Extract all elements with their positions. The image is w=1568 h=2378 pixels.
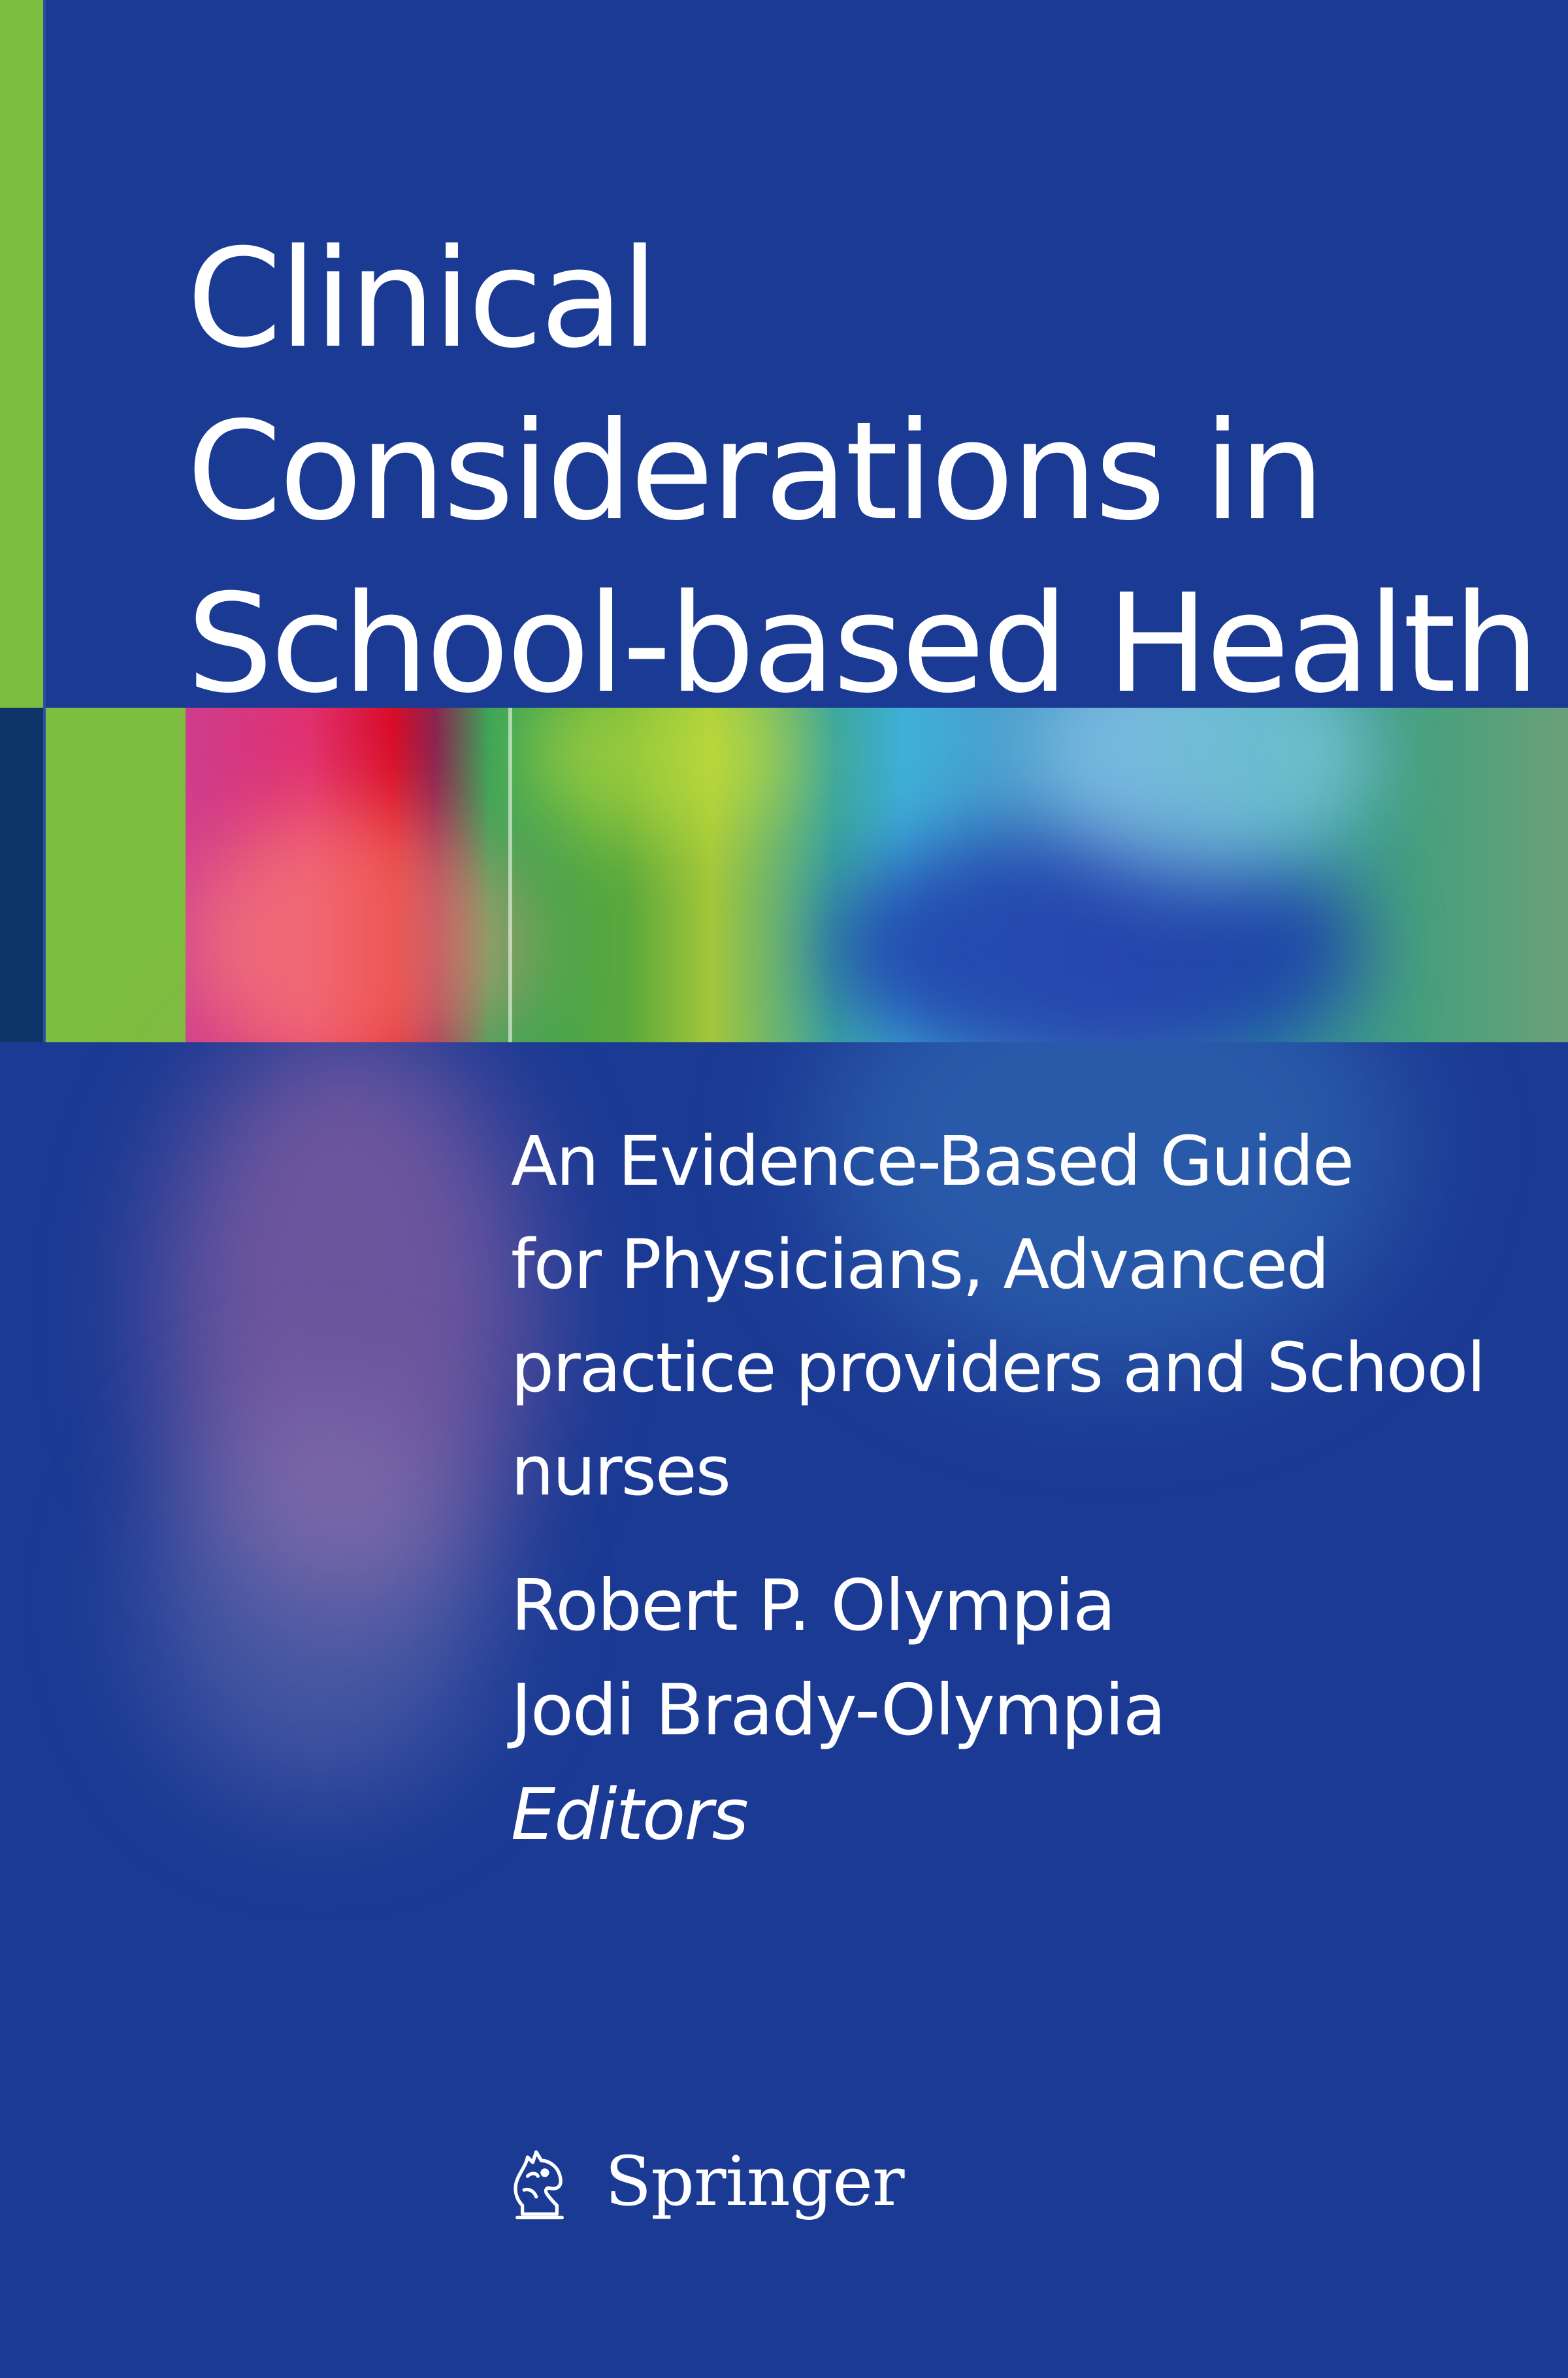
title-line: Considerations in (187, 393, 1322, 551)
subtitle-line: practice providers and School (511, 1328, 1485, 1408)
book-title (187, 213, 1537, 731)
springer-knight-icon (497, 2138, 583, 2224)
spine-accent-green-top (0, 0, 43, 708)
color-band (186, 708, 1568, 1042)
subtitle-line: for Physicians, Advanced (511, 1225, 1329, 1304)
soft-glow-left-lower (150, 1405, 490, 1797)
spine-accent-green-mid (46, 708, 186, 1042)
editors-role: Editors (511, 1774, 747, 1856)
editors-block (511, 1554, 1530, 1868)
title-line: School-based Health (187, 565, 1537, 723)
publisher-name: Springer (605, 2141, 904, 2221)
subtitle-line: An Evidence-Based Guide (511, 1121, 1353, 1201)
spine-accent-navy (0, 708, 43, 1042)
subtitle-line: nurses (511, 1431, 730, 1511)
title-line: Clinical (187, 220, 657, 378)
band-divider (508, 708, 512, 1042)
publisher-mark (497, 2136, 904, 2227)
editor-name: Robert P. Olympia (511, 1565, 1115, 1647)
book-subtitle (511, 1110, 1530, 1523)
editor-name: Jodi Brady-Olympia (511, 1670, 1165, 1751)
